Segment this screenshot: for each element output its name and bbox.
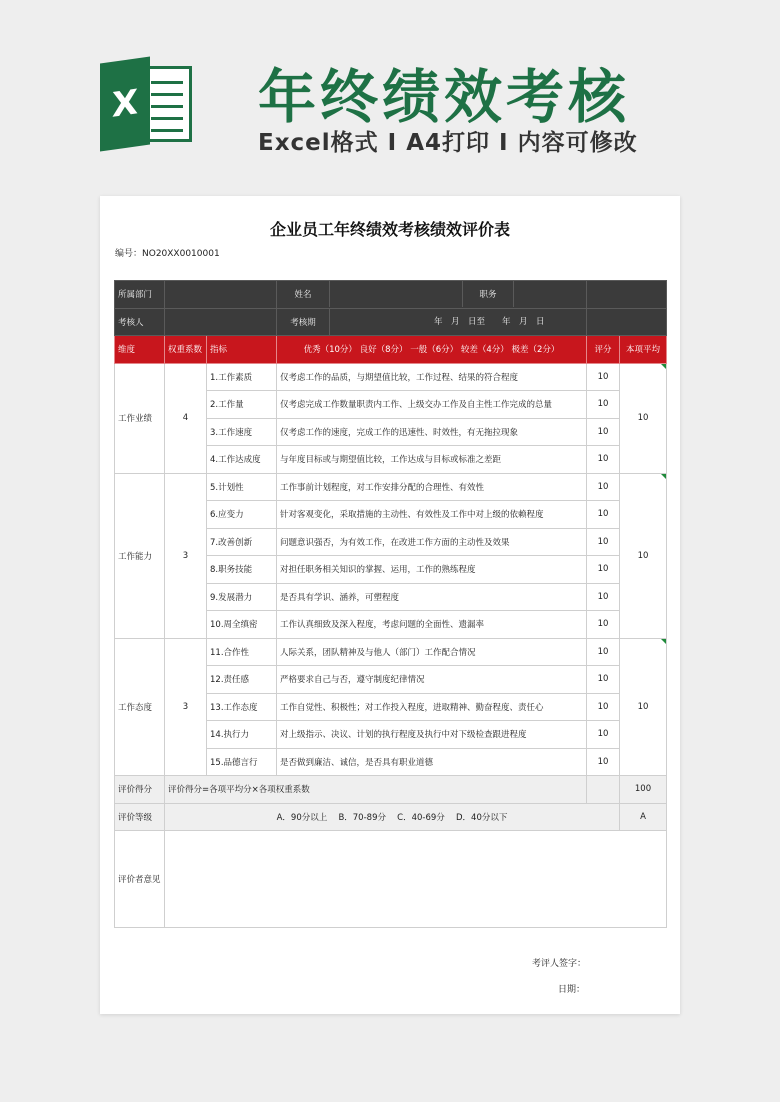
score-cell[interactable]: 10 [587, 363, 620, 391]
indicator-cell: 5.计划性 [207, 473, 277, 501]
indicator-cell: 6.应变力 [207, 501, 277, 529]
score-cell[interactable]: 10 [587, 638, 620, 666]
weight-cell: 4 [165, 363, 207, 473]
position-value-ext[interactable] [587, 281, 667, 309]
score-cell[interactable]: 10 [587, 473, 620, 501]
score-cell[interactable]: 10 [587, 391, 620, 419]
grade-row [115, 803, 667, 831]
name-value[interactable] [329, 281, 463, 307]
description-cell: 与年度目标或与期望值比较，工作达成与目标或标准之差距 [277, 446, 587, 474]
score-cell[interactable]: 10 [587, 666, 620, 694]
indicator-cell: 11.合作性 [207, 638, 277, 666]
dimension-cell: 工作业绩 [115, 363, 165, 473]
score-cell[interactable]: 10 [587, 501, 620, 529]
document-page [100, 196, 680, 1014]
score-value[interactable]: 100 [620, 776, 667, 804]
document-title: 企业员工年终绩效考核绩效评价表 [269, 220, 510, 239]
indicator-cell: 3.工作速度 [207, 418, 277, 446]
excel-icon-letter: X [100, 56, 150, 151]
indicator-cell: 15.品德言行 [207, 748, 277, 776]
score-row [115, 776, 667, 804]
banner-subtitle: Excel格式 I A4打印 I 内容可修改 [258, 130, 638, 156]
description-cell: 人际关系，团队精神及与他人（部门）工作配合情况 [277, 638, 587, 666]
score-cell[interactable]: 10 [587, 611, 620, 639]
indicator-row [115, 363, 667, 391]
description-cell: 仅考虑完成工作数量职责内工作、上级交办工作及自主性工作完成的总量 [277, 391, 587, 419]
indicator-groups [115, 363, 667, 776]
score-cell[interactable]: 10 [587, 748, 620, 776]
description-cell: 是否做到廉洁、诚信，是否具有职业道德 [277, 748, 587, 776]
description-cell: 工作自觉性、积极性；对工作投入程度，进取精神、勤奋程度、责任心 [277, 693, 587, 721]
score-cell[interactable]: 10 [587, 693, 620, 721]
indicator-cell: 2.工作量 [207, 391, 277, 419]
description-cell: 对担任职务相关知识的掌握、运用，工作的熟练程度 [277, 556, 587, 584]
document-number: 编号：NO20XX0010001 [115, 249, 220, 259]
header-score: 评分 [587, 336, 620, 364]
info-row-2 [115, 308, 667, 336]
opinion-label: 评价者意见 [115, 831, 165, 928]
indicator-cell: 1.工作素质 [207, 363, 277, 391]
score-formula: 评价得分=各项平均分×各项权重系数 [165, 776, 587, 804]
average-cell: 10 [620, 473, 667, 638]
description-cell: 对上级指示、决议、计划的执行程度及执行中对下级检查跟进程度 [277, 721, 587, 749]
description-cell: 针对客观变化，采取措施的主动性、有效性及工作中对上级的依赖程度 [277, 501, 587, 529]
description-cell: 仅考虑工作的品质，与期望值比较，工作过程、结果的符合程度 [277, 363, 587, 391]
description-cell: 严格要求自己与否，遵守制度纪律情况 [277, 666, 587, 694]
grade-value[interactable]: A [620, 803, 667, 831]
opinion-row [115, 831, 667, 928]
header-dimension: 维度 [115, 336, 165, 364]
score-cell[interactable]: 10 [587, 583, 620, 611]
indicator-cell: 7.改善创新 [207, 528, 277, 556]
header-average: 本项平均 [620, 336, 667, 364]
indicator-cell: 14.执行力 [207, 721, 277, 749]
evaluation-table [114, 280, 667, 928]
score-cell[interactable]: 10 [587, 446, 620, 474]
average-cell: 10 [620, 363, 667, 473]
score-label: 评价得分 [115, 776, 165, 804]
header-row [115, 336, 667, 364]
description-cell: 问题意识强否，为有效工作，在改进工作方面的主动性及效果 [277, 528, 587, 556]
dept-label: 所属部门 [115, 281, 165, 309]
average-cell: 10 [620, 638, 667, 776]
dimension-cell: 工作态度 [115, 638, 165, 776]
evaluee-value[interactable] [165, 308, 277, 336]
grade-scale: A．90分以上 B．70-89分 C．40-69分 D．40分以下 [165, 803, 620, 831]
period-value[interactable]: 年 月 日至 年 月 日 [329, 309, 586, 335]
position-value[interactable] [513, 281, 586, 307]
description-cell: 工作认真细致及深入程度，考虑问题的全面性、遗漏率 [277, 611, 587, 639]
banner-title: 年终绩效考核 [258, 63, 631, 131]
header-weight: 权重系数 [165, 336, 207, 364]
indicator-cell: 4.工作达成度 [207, 446, 277, 474]
dimension-cell: 工作能力 [115, 473, 165, 638]
description-cell: 仅考虑工作的速度，完成工作的迅速性、时效性，有无拖拉现象 [277, 418, 587, 446]
indicator-cell: 10.周全缜密 [207, 611, 277, 639]
score-cell[interactable]: 10 [587, 556, 620, 584]
weight-cell: 3 [165, 638, 207, 776]
dept-value[interactable] [165, 281, 277, 309]
banner [0, 0, 780, 195]
indicator-cell: 8.职务技能 [207, 556, 277, 584]
description-cell: 是否具有学识、涵养，可塑程度 [277, 583, 587, 611]
indicator-cell: 13.工作态度 [207, 693, 277, 721]
indicator-cell: 9.发展潜力 [207, 583, 277, 611]
opinion-field[interactable] [165, 831, 667, 928]
info-row-1 [115, 281, 667, 309]
header-levels: 优秀（10分） 良好（8分） 一般（6分） 较差（4分） 极差（2分） [277, 336, 587, 364]
evaluator-signature-label: 考评人签字： [532, 959, 587, 969]
weight-cell: 3 [165, 473, 207, 638]
description-cell: 工作事前计划程度，对工作安排分配的合理性、有效性 [277, 473, 587, 501]
header-indicator: 指标 [207, 336, 277, 364]
signature-date-label: 日期： [558, 985, 586, 995]
indicator-row [115, 473, 667, 501]
period-label: 考核期 [290, 317, 316, 328]
indicator-row [115, 638, 667, 666]
grade-label: 评价等级 [115, 803, 165, 831]
score-cell[interactable]: 10 [587, 528, 620, 556]
score-cell[interactable]: 10 [587, 418, 620, 446]
name-label: 姓名 [294, 290, 312, 301]
score-cell[interactable]: 10 [587, 721, 620, 749]
excel-icon [100, 60, 196, 148]
indicator-cell: 12.责任感 [207, 666, 277, 694]
evaluee-label: 考核人 [115, 308, 165, 336]
position-label: 职务 [479, 290, 497, 301]
